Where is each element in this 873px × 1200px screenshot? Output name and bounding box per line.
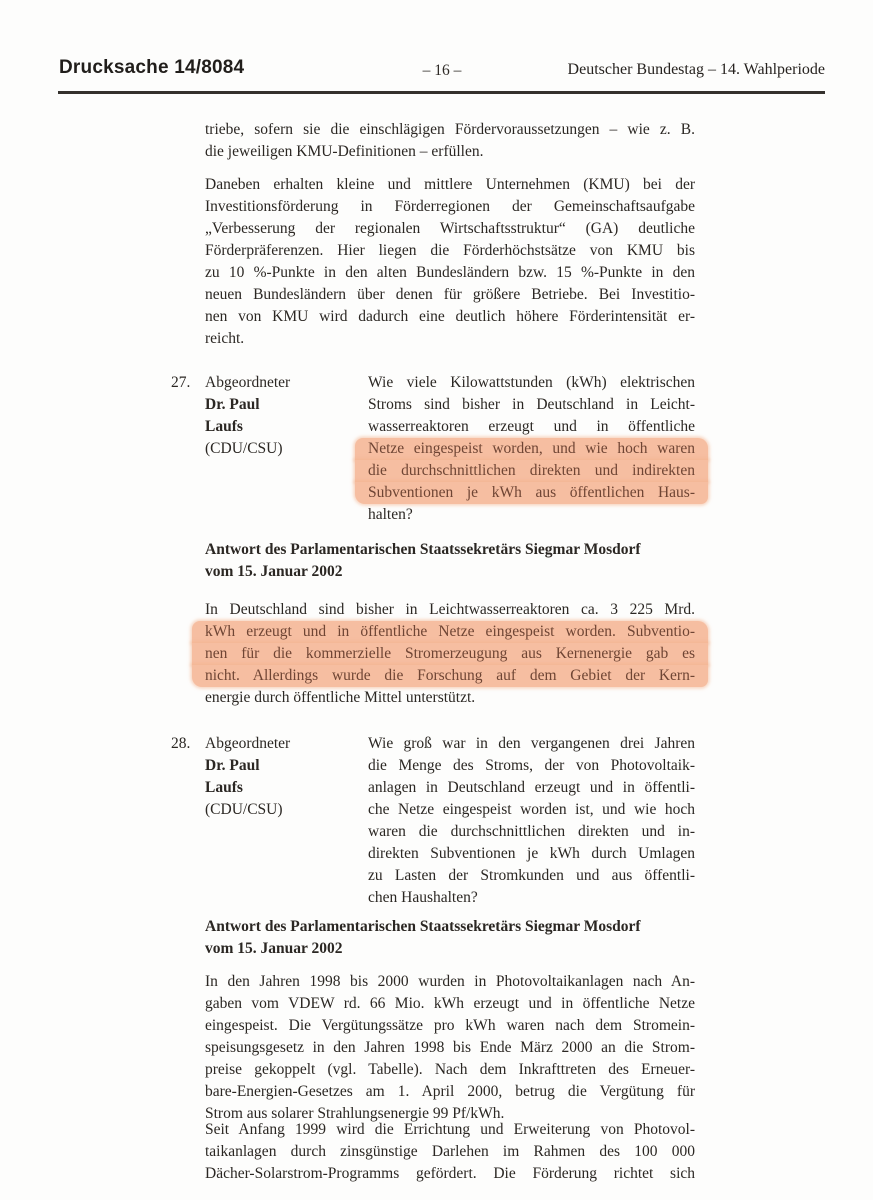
- text-line: waren die durchschnittlichen direkten und in-: [368, 823, 695, 840]
- text-line: die jeweiligen KMU-Definitionen – erfüllen.: [205, 143, 484, 160]
- text-line: Förderpräferenzen. Hier liegen die Förderhöchstsätze von KMU bis: [205, 242, 695, 259]
- text-line: preise gekoppelt (vgl. Tabelle). Nach dem Inkrafttreten des Erneuer-: [205, 1061, 695, 1078]
- text-line: Wie groß war in den vergangenen drei Jahren: [368, 735, 695, 752]
- header-rule: [58, 91, 825, 94]
- text-line: anlagen in Deutschland erzeugt und in öffentli-: [368, 779, 695, 796]
- text-line: Antwort des Parlamentarischen Staatssekretärs Siegmar Mosdorf: [205, 918, 641, 935]
- text-line: vom 15. Januar 2002: [205, 940, 343, 957]
- text-line: In Deutschland sind bisher in Leichtwasserreaktoren ca. 3 225 Mrd.: [205, 601, 695, 618]
- answer-heading: [205, 916, 725, 960]
- question-author-block: [205, 733, 365, 821]
- text-line: zu 10 %-Punkte in den alten Bundesländern bzw. 15 %-Punkte in den: [205, 264, 695, 281]
- author-name: Laufs: [205, 418, 243, 435]
- author-name: Dr. Paul: [205, 396, 260, 413]
- text-line: eingespeist. Die Vergütungssätze pro kWh waren nach dem Stromein-: [205, 1017, 695, 1034]
- text-line: vom 15. Januar 2002: [205, 563, 343, 580]
- author-party: (CDU/CSU): [205, 801, 283, 818]
- header-page-number: – 16 –: [422, 62, 462, 79]
- question-text: [368, 372, 695, 526]
- question-author-block: [205, 372, 365, 460]
- text-line: Daneben erhalten kleine und mittlere Unternehmen (KMU) bei der: [205, 176, 695, 193]
- text-line: Wie viele Kilowattstunden (kWh) elektrischen: [368, 374, 695, 391]
- text-line: „Verbesserung der regionalen Wirtschaftsstruktur“ (GA) deutliche: [205, 220, 695, 237]
- intro-paragraph: [205, 119, 695, 163]
- text-line: Antwort des Parlamentarischen Staatssekretärs Siegmar Mosdorf: [205, 541, 641, 558]
- text-line-highlighted: kWh erzeugt und in öffentliche Netze eingespeist worden. Subventio-: [192, 621, 708, 643]
- question-number: 28.: [171, 735, 191, 752]
- text-line: taikanlagen durch zinsgünstige Darlehen im Rahmen des 100 000: [205, 1143, 695, 1160]
- answer-paragraph: [205, 971, 695, 1125]
- author-name: Laufs: [205, 779, 243, 796]
- answer-paragraph: [205, 599, 695, 709]
- text-line: direkten Subventionen je kWh durch Umlagen: [368, 845, 695, 862]
- text-line: energie durch öffentliche Mittel unterstützt.: [205, 689, 476, 706]
- question-text: [368, 733, 695, 909]
- text-line: reicht.: [205, 330, 245, 347]
- text-line: zu Lasten der Stromkunden und aus öffentli-: [368, 867, 695, 884]
- text-line: Dächer-Solarstrom-Programms gefördert. Die Förderung richtet sich: [205, 1165, 695, 1182]
- text-line: Stroms sind bisher in Deutschland in Leicht-: [368, 396, 695, 413]
- header-doc-number: Drucksache 14/8084: [59, 57, 245, 78]
- text-line-highlighted: nicht. Allerdings wurde die Forschung auf dem Gebiet der Kern-: [192, 665, 708, 687]
- text-line: triebe, sofern sie die einschlägigen Fördervoraussetzungen – wie z. B.: [205, 121, 695, 138]
- text-line-highlighted: die durchschnittlichen direkten und indirekten: [355, 460, 708, 482]
- text-line: In den Jahren 1998 bis 2000 wurden in Photovoltaikanlagen nach An-: [205, 973, 695, 990]
- text-line: wasserreaktoren erzeugt und in öffentliche: [368, 418, 695, 435]
- text-line: Investitionsförderung in Förderregionen der Gemeinschaftsaufgabe: [205, 198, 695, 215]
- text-line-highlighted: Netze eingespeist worden, und wie hoch waren: [355, 438, 708, 460]
- answer-heading: [205, 539, 725, 583]
- text-line: Seit Anfang 1999 wird die Errichtung und Erweiterung von Photovol-: [205, 1121, 695, 1138]
- text-line-highlighted: Subventionen je kWh aus öffentlichen Haus-: [355, 482, 708, 504]
- author-role: Abgeordneter: [205, 374, 291, 391]
- text-line: gaben vom VDEW rd. 66 Mio. kWh erzeugt und in öffentliche Netze: [205, 995, 695, 1012]
- text-line: neuen Bundesländern über denen für größere Betriebe. Bei Investitio-: [205, 286, 695, 303]
- header-journal-title: Deutscher Bundestag – 14. Wahlperiode: [567, 61, 825, 78]
- text-line: Strom aus solarer Strahlungsenergie 99 Pf/kWh.: [205, 1105, 505, 1122]
- author-party: (CDU/CSU): [205, 440, 283, 457]
- text-line: nen von KMU wird dadurch eine deutlich höhere Förderintensität er-: [205, 308, 695, 325]
- question-number: 27.: [171, 374, 191, 391]
- text-line: halten?: [368, 506, 413, 523]
- text-line: chen Haushalten?: [368, 889, 478, 906]
- text-line: bare-Energien-Gesetzes am 1. April 2000, betrug die Vergütung für: [205, 1083, 695, 1100]
- answer-paragraph: [205, 1119, 695, 1185]
- text-line: die Menge des Stroms, der von Photovoltaik-: [368, 757, 695, 774]
- text-line: speisungsgesetz in den Jahren 1998 bis Ende März 2000 an die Strom-: [205, 1039, 695, 1056]
- author-name: Dr. Paul: [205, 757, 260, 774]
- author-role: Abgeordneter: [205, 735, 291, 752]
- text-line: che Netze eingespeist worden ist, und wie hoch: [368, 801, 695, 818]
- intro-paragraph: [205, 174, 695, 350]
- text-line-highlighted: nen für die kommerzielle Stromerzeugung aus Kernenergie gab es: [192, 643, 708, 665]
